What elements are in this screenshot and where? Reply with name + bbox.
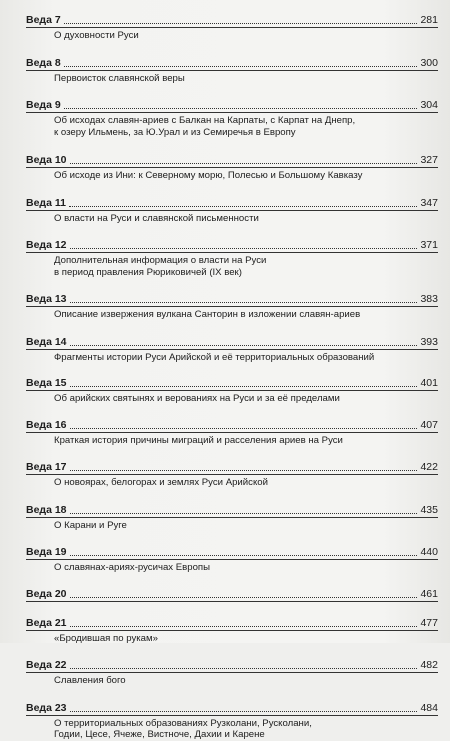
toc-entry bbox=[26, 14, 438, 42]
entry-description bbox=[26, 213, 438, 225]
description-line: «Бродившая по рукам» bbox=[54, 632, 158, 644]
toc-entry-heading bbox=[26, 57, 438, 69]
toc-entry bbox=[26, 546, 438, 574]
veda-title: Веда 15 bbox=[26, 377, 67, 389]
table-of-contents bbox=[26, 14, 438, 741]
page-number: 440 bbox=[420, 546, 438, 558]
description-line: Дополнительная информация о власти на Руси bbox=[54, 255, 267, 266]
heading-rule bbox=[26, 70, 438, 71]
heading-rule bbox=[26, 167, 438, 168]
toc-entry-heading bbox=[26, 588, 438, 600]
dot-leader bbox=[70, 555, 418, 556]
dot-leader bbox=[70, 711, 418, 712]
page-number: 304 bbox=[420, 99, 438, 111]
heading-rule bbox=[26, 349, 438, 350]
veda-title: Веда 12 bbox=[26, 239, 67, 251]
dot-leader bbox=[70, 163, 418, 164]
toc-entry bbox=[26, 239, 438, 278]
dot-leader bbox=[70, 248, 418, 249]
entry-description bbox=[26, 435, 438, 447]
heading-rule bbox=[26, 601, 438, 602]
description-line: О власти на Руси и славянской письменности bbox=[54, 212, 259, 224]
page-number: 484 bbox=[420, 701, 438, 714]
description-line: Славления бого bbox=[54, 675, 126, 686]
description-line: в период правления Рюриковичей (IX век) bbox=[54, 266, 242, 278]
heading-rule bbox=[26, 517, 438, 518]
toc-entry-heading bbox=[26, 293, 438, 305]
page-number: 347 bbox=[420, 196, 438, 209]
page-number: 407 bbox=[420, 418, 438, 431]
description-line: Фрагменты истории Руси Арийской и её территориальных образований bbox=[54, 351, 375, 363]
dot-leader bbox=[70, 668, 418, 669]
entry-description bbox=[26, 477, 438, 489]
description-line: Краткая история причины миграций и расселения ариев на Руси bbox=[54, 434, 343, 446]
veda-title: Веда 21 bbox=[26, 616, 67, 629]
dot-leader bbox=[70, 386, 418, 387]
page-number: 281 bbox=[420, 14, 438, 26]
page-number: 401 bbox=[420, 377, 438, 389]
toc-entry-heading bbox=[26, 377, 438, 389]
entry-description bbox=[26, 520, 438, 532]
veda-title: Веда 20 bbox=[26, 587, 67, 600]
heading-rule bbox=[26, 474, 438, 475]
entry-description bbox=[26, 352, 438, 364]
dot-leader bbox=[64, 66, 418, 67]
description-line: Об исходе из Ини: к Северному морю, Полесью и Большому Кавказу bbox=[54, 170, 363, 181]
toc-entry bbox=[26, 504, 438, 532]
entry-description bbox=[26, 393, 438, 405]
veda-title: Веда 22 bbox=[26, 659, 67, 671]
dot-leader bbox=[70, 626, 418, 627]
toc-entry-heading bbox=[26, 154, 438, 166]
description-line: Первоисток славянской веры bbox=[54, 72, 185, 84]
description-line: Об исходах славян-ариев с Балкан на Карпаты, с Карпат на Днепр, bbox=[54, 115, 356, 126]
toc-entry-heading bbox=[26, 14, 438, 26]
veda-title: Веда 23 bbox=[26, 701, 67, 714]
toc-entry-heading bbox=[26, 239, 438, 251]
dot-leader bbox=[70, 597, 418, 598]
heading-rule bbox=[26, 306, 438, 307]
description-line: Годии, Цесе, Ячеже, Вистноче, Дахии и Карене bbox=[54, 729, 265, 740]
dot-leader bbox=[70, 345, 418, 346]
veda-title: Веда 10 bbox=[26, 154, 67, 166]
toc-entry-heading bbox=[26, 702, 438, 714]
veda-title: Веда 17 bbox=[26, 461, 67, 473]
veda-title: Веда 8 bbox=[26, 56, 61, 69]
veda-title: Веда 19 bbox=[26, 546, 67, 558]
page-number: 371 bbox=[420, 239, 438, 251]
entry-description bbox=[26, 675, 438, 687]
veda-title: Веда 13 bbox=[26, 293, 67, 305]
dot-leader bbox=[64, 108, 418, 109]
page-number: 300 bbox=[420, 56, 438, 69]
page-number: 435 bbox=[420, 503, 438, 516]
toc-entry-heading bbox=[26, 504, 438, 516]
toc-entry-heading bbox=[26, 461, 438, 473]
entry-description bbox=[26, 309, 438, 321]
toc-entry bbox=[26, 293, 438, 321]
veda-title: Веда 9 bbox=[26, 99, 61, 111]
description-line: О новоярах, белогорах и землях Руси Арийской bbox=[54, 477, 268, 488]
description-line: к озеру Ильмень, за Ю.Урал и из Семиречья в Европу bbox=[54, 126, 296, 138]
heading-rule bbox=[26, 112, 438, 113]
toc-entry bbox=[26, 377, 438, 405]
toc-entry bbox=[26, 197, 438, 225]
description-line: О Карани и Руге bbox=[54, 519, 127, 531]
toc-entry-heading bbox=[26, 617, 438, 629]
description-line: Описание извержения вулкана Санторин в изложении славян-ариев bbox=[54, 309, 361, 320]
page-number: 482 bbox=[420, 659, 438, 671]
toc-entry-heading bbox=[26, 419, 438, 431]
dot-leader bbox=[70, 302, 418, 303]
toc-entry bbox=[26, 461, 438, 489]
description-line: О территориальных образованиях Рузколани, Русколани, bbox=[54, 717, 312, 729]
heading-rule bbox=[26, 559, 438, 560]
entry-description bbox=[26, 255, 438, 278]
dot-leader bbox=[70, 513, 418, 514]
veda-title: Веда 18 bbox=[26, 503, 67, 516]
toc-entry bbox=[26, 154, 438, 182]
veda-title: Веда 11 bbox=[26, 196, 66, 209]
toc-entry-heading bbox=[26, 99, 438, 111]
toc-entry-heading bbox=[26, 546, 438, 558]
dot-leader bbox=[64, 23, 418, 24]
heading-rule bbox=[26, 27, 438, 28]
toc-entry bbox=[26, 336, 438, 364]
entry-description bbox=[26, 115, 438, 138]
toc-entry-heading bbox=[26, 197, 438, 209]
entry-description bbox=[26, 718, 438, 741]
veda-title: Веда 16 bbox=[26, 418, 67, 431]
toc-entry bbox=[26, 702, 438, 741]
description-line: О славянах-ариях-русичах Европы bbox=[54, 562, 211, 573]
dot-leader bbox=[70, 428, 418, 429]
dot-leader bbox=[70, 470, 418, 471]
toc-entry-heading bbox=[26, 659, 438, 671]
heading-rule bbox=[26, 432, 438, 433]
entry-description bbox=[26, 562, 438, 574]
toc-entry bbox=[26, 57, 438, 85]
toc-entry bbox=[26, 659, 438, 687]
entry-description bbox=[26, 633, 438, 645]
page-number: 477 bbox=[420, 616, 438, 629]
veda-title: Веда 7 bbox=[26, 14, 61, 26]
toc-entry bbox=[26, 99, 438, 138]
toc-entry bbox=[26, 617, 438, 645]
heading-rule bbox=[26, 630, 438, 631]
veda-title: Веда 14 bbox=[26, 335, 67, 348]
heading-rule bbox=[26, 672, 438, 673]
page-number: 461 bbox=[420, 587, 438, 600]
toc-entry-heading bbox=[26, 336, 438, 348]
page-number: 327 bbox=[420, 154, 438, 166]
description-line: Об арийских святынях и верованиях на Руси и за её пределами bbox=[54, 393, 340, 404]
page-number: 383 bbox=[420, 293, 438, 305]
page-number: 422 bbox=[420, 461, 438, 473]
description-line: О духовности Руси bbox=[54, 30, 139, 41]
heading-rule bbox=[26, 715, 438, 716]
heading-rule bbox=[26, 390, 438, 391]
heading-rule bbox=[26, 252, 438, 253]
page-number: 393 bbox=[420, 335, 438, 348]
heading-rule bbox=[26, 210, 438, 211]
entry-description bbox=[26, 73, 438, 85]
entry-description bbox=[26, 170, 438, 182]
toc-entry bbox=[26, 588, 438, 602]
dot-leader bbox=[69, 206, 418, 207]
toc-entry bbox=[26, 419, 438, 447]
entry-description bbox=[26, 30, 438, 42]
